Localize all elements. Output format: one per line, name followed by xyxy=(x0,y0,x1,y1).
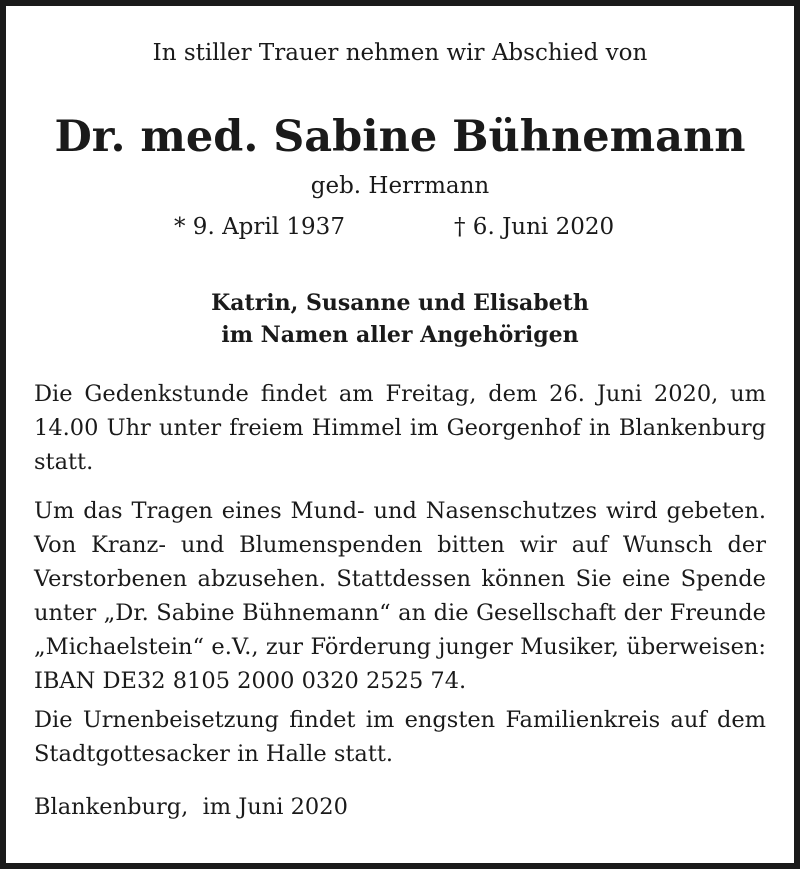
maiden-name: geb. Herrmann xyxy=(310,173,490,199)
ceremony-paragraph: Die Gedenkstunde findet am Freitag, dem 26. Juni 2020, um 14.00 Uhr unter freiem Himmel im Georgenhof in Blankenburg statt. xyxy=(34,381,766,475)
obituary-notice xyxy=(34,0,766,869)
donation-paragraph: Um das Tragen eines Mund- und Nasenschutzes wird gebeten. Von Kranz- und Blumenspenden bitten wir auf Wunsch der Verstorbenen abzusehen. Stattdessen können Sie eine Spende unter „Dr. Sabine Bühnemann“ an die Gesellschaft der Freunde „Michaelstein“ e.V., zur Förderung junger Musiker, überweisen: IBAN DE32 8105 2000 0320 2525 74. xyxy=(34,498,766,694)
place-date-signature: Blankenburg, im Juni 2020 xyxy=(34,794,348,820)
birth-date: * 9. April 1937 xyxy=(174,214,345,240)
deceased-name: Dr. med. Sabine Bühnemann xyxy=(54,112,746,162)
intro-line: In stiller Trauer nehmen wir Abschied von xyxy=(152,40,648,66)
mourners-relation: im Namen aller Angehörigen xyxy=(221,322,579,348)
burial-paragraph: Die Urnenbeisetzung findet im engsten Familienkreis auf dem Stadtgottesacker in Halle statt. xyxy=(34,707,766,767)
life-dates xyxy=(34,212,766,242)
mourners-block xyxy=(34,287,766,351)
mourners-names: Katrin, Susanne und Elisabeth xyxy=(211,290,589,316)
death-date: † 6. Juni 2020 xyxy=(454,214,615,240)
